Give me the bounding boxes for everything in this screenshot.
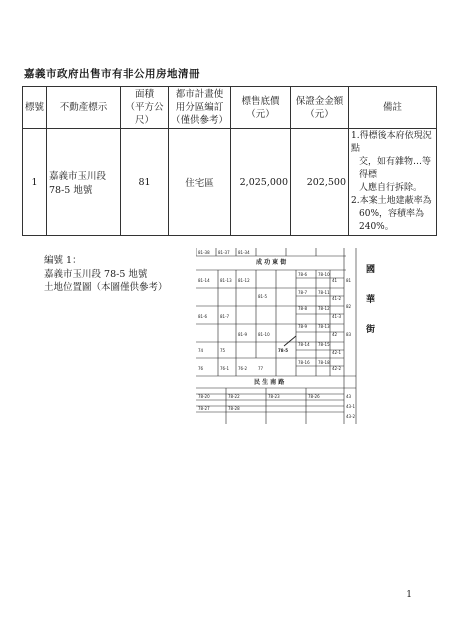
parcel-label: 83 (346, 332, 352, 337)
street-label-top: 成 功 東 街 (256, 259, 287, 266)
document-title: 嘉義市政府出售市有非公用房地清冊 (24, 68, 200, 80)
parcel-label: 78-26 (308, 394, 320, 399)
location-map (196, 248, 384, 424)
parcel-label: 78-14 (298, 342, 310, 347)
caption-parcel: 嘉義市玉川段 78-5 地號 (44, 268, 148, 280)
parcel-label: 82 (346, 304, 352, 309)
target-parcel-label: 78-5 (278, 348, 289, 353)
street-label-right: 國 (366, 265, 376, 275)
cell-notes (349, 129, 437, 236)
note-line: 交，如有雜物…等得標 (359, 157, 432, 180)
page-number: 1 (406, 590, 412, 600)
parcel-label: 78-15 (318, 342, 330, 347)
street-label-right: 華 (366, 295, 376, 305)
cadastral-map-drawing (196, 248, 384, 424)
parcel-label: 75 (220, 348, 226, 353)
parcel-label: 78-10 (318, 272, 330, 277)
parcel-label: 78-11 (318, 290, 330, 295)
street-label-right: 街 (366, 325, 376, 335)
parcel-label: 78-9 (298, 324, 308, 329)
note-line: 60%，容積率為 240%。 (359, 209, 425, 232)
parcel-label: 78-20 (198, 394, 210, 399)
parcel-label: 81-6 (198, 314, 208, 319)
cell-zoning: 住宅區 (169, 129, 231, 236)
note-line: 2.本案土地建蔽率為 (351, 196, 432, 206)
cell-base-price: 2,025,000 (231, 129, 291, 236)
parcel-label: 81-14 (198, 278, 210, 283)
parcel-label: 42 (332, 332, 338, 337)
parcel-label: 76 (198, 366, 204, 371)
parcel-label: 78-8 (298, 306, 308, 311)
parcel-label: 43-1 (346, 404, 356, 409)
note-line: 1.得標後本府依現況點 (351, 131, 432, 154)
parcel-label: 78-13 (318, 324, 330, 329)
parcel-label: 77 (258, 366, 264, 371)
parcel-label: 41-2 (332, 296, 342, 301)
header-area: 面積 （平方公尺） (121, 87, 169, 129)
parcel-label: 42-2 (332, 366, 342, 371)
parcel-label: 41 (332, 278, 338, 283)
table-row (23, 129, 437, 236)
table-header-row (23, 87, 437, 129)
parcel-label: 78-16 (298, 360, 310, 365)
parcel-label: 78-28 (228, 406, 240, 411)
parcel-label: 42-1 (332, 350, 342, 355)
header-notes: 備註 (349, 87, 437, 129)
parcel-label: 78-7 (298, 290, 308, 295)
header-zoning: 都市計畫使 用分區編訂 （僅供參考） (169, 87, 231, 129)
parcel-label: 76-2 (238, 366, 248, 371)
parcel-label: 76-1 (220, 366, 230, 371)
parcel-label: 81-34 (238, 250, 250, 255)
parcel-label: 81-38 (198, 250, 210, 255)
header-deposit: 保證金金額 （元） (291, 87, 349, 129)
parcel-label: 78-22 (228, 394, 240, 399)
parcel-label: 78-18 (318, 360, 330, 365)
parcel-label: 78-12 (318, 306, 330, 311)
cell-deposit: 202,500 (291, 129, 349, 236)
parcel-label: 78-27 (198, 406, 210, 411)
parcel-label: 81-37 (218, 250, 230, 255)
parcel-label: 81-10 (258, 332, 270, 337)
parcel-label: 43-2 (346, 414, 356, 419)
parcel-label: 78-6 (298, 272, 308, 277)
map-caption (44, 254, 168, 295)
cell-id: 1 (23, 129, 47, 236)
parcel-label: 81-13 (220, 278, 232, 283)
caption-number: 編號 1： (44, 255, 82, 266)
header-property: 不動產標示 (47, 87, 121, 129)
note-line: 人應自行拆除。 (359, 183, 423, 193)
parcel-label: 74 (198, 348, 204, 353)
parcel-label: 78-23 (268, 394, 280, 399)
property-table (22, 86, 437, 236)
parcel-label: 81-5 (258, 294, 268, 299)
caption-description: 土地位置圖（本圖僅供參考） (44, 282, 168, 293)
cell-area: 81 (121, 129, 169, 236)
parcel-label: 43 (346, 394, 352, 399)
parcel-label: 41-3 (332, 314, 342, 319)
street-label-bottom: 民 生 南 路 (254, 379, 285, 386)
parcel-label: 81 (346, 278, 352, 283)
cell-property: 嘉義市玉川段 78-5 地號 (47, 129, 121, 236)
parcel-label: 81-9 (238, 332, 248, 337)
parcel-label: 81-7 (220, 314, 230, 319)
header-base-price: 標售底價 （元） (231, 87, 291, 129)
parcel-label: 81-12 (238, 278, 250, 283)
header-id: 標號 (23, 87, 47, 129)
